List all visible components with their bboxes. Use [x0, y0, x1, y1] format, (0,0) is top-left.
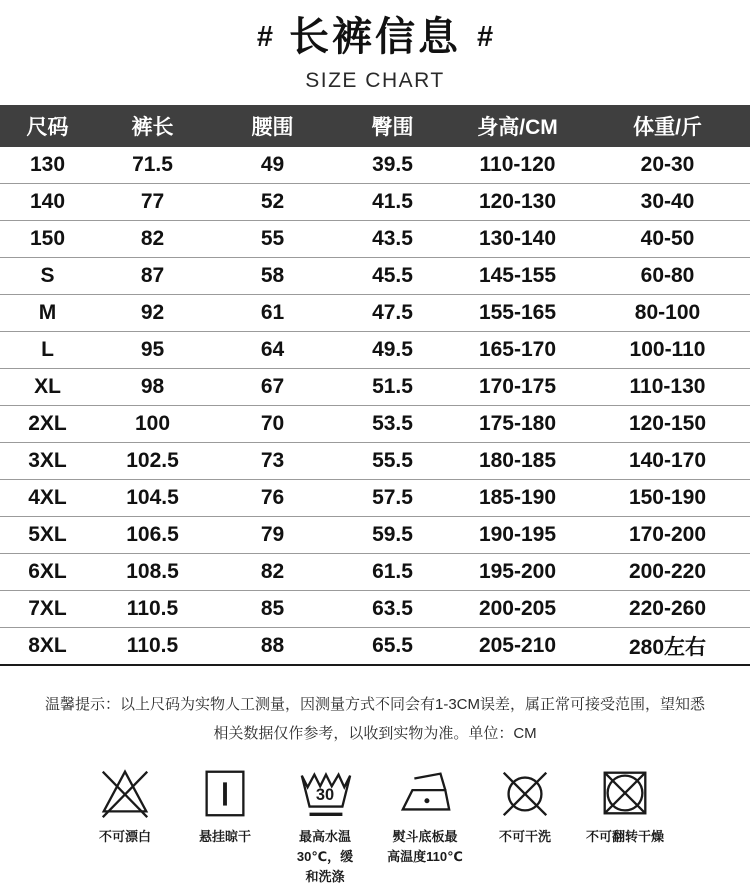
table-cell: 5XL	[0, 517, 95, 554]
table-cell: 85	[210, 591, 335, 628]
table-cell: 104.5	[95, 480, 210, 517]
table-cell: S	[0, 258, 95, 295]
table-cell: 39.5	[335, 147, 450, 184]
table-cell: 145-155	[450, 258, 585, 295]
care-label: 不可翻转干燥	[585, 829, 664, 844]
table-row	[0, 443, 750, 480]
care-label: 不可漂白	[98, 829, 151, 844]
table-cell: 110-120	[450, 147, 585, 184]
table-row	[0, 221, 750, 258]
svg-text:30: 30	[315, 785, 335, 804]
table-cell: 20-30	[585, 147, 750, 184]
table-cell: 140	[0, 184, 95, 221]
table-cell: 55.5	[335, 443, 450, 480]
table-row	[0, 480, 750, 517]
table-cell: 77	[95, 184, 210, 221]
column-header: 裤长	[95, 105, 210, 147]
table-cell: 61	[210, 295, 335, 332]
table-cell: 185-190	[450, 480, 585, 517]
table-cell: 82	[210, 554, 335, 591]
table-cell: 43.5	[335, 221, 450, 258]
table-cell: 45.5	[335, 258, 450, 295]
column-header: 身高/CM	[450, 105, 585, 147]
care-label: 悬挂晾干	[198, 829, 251, 844]
table-cell: 67	[210, 369, 335, 406]
table-row	[0, 332, 750, 369]
table-cell: 130-140	[450, 221, 585, 258]
table-cell: 49.5	[335, 332, 450, 369]
table-cell: 106.5	[95, 517, 210, 554]
table-cell: 57.5	[335, 480, 450, 517]
do-not-tumble-dry-icon	[575, 764, 675, 822]
table-cell: 55	[210, 221, 335, 258]
table-cell: 102.5	[95, 443, 210, 480]
table-cell: 3XL	[0, 443, 95, 480]
table-cell: 40-50	[585, 221, 750, 258]
table-cell: 180-185	[450, 443, 585, 480]
table-cell: 155-165	[450, 295, 585, 332]
column-header: 尺码	[0, 105, 95, 147]
care-item-do-not-tumble-dry	[575, 764, 675, 887]
table-cell: 200-205	[450, 591, 585, 628]
column-header: 腰围	[210, 105, 335, 147]
care-label: 不可干洗	[498, 829, 551, 844]
table-cell: 108.5	[95, 554, 210, 591]
care-label: 熨斗底板最 高温度110℃	[387, 829, 463, 864]
table-cell: 4XL	[0, 480, 95, 517]
table-cell: XL	[0, 369, 95, 406]
table-cell: 63.5	[335, 591, 450, 628]
table-cell: 80-100	[585, 295, 750, 332]
note-line-2: 相关数据仅作参考，以收到实物为准。单位：CM	[213, 725, 537, 742]
table-cell: 110.5	[95, 628, 210, 666]
table-cell: 79	[210, 517, 335, 554]
title-block	[0, 0, 750, 93]
table-cell: 92	[95, 295, 210, 332]
table-row	[0, 258, 750, 295]
table-row	[0, 517, 750, 554]
care-item-hang-dry	[175, 764, 275, 887]
table-cell: 95	[95, 332, 210, 369]
table-cell: 110-130	[585, 369, 750, 406]
table-row	[0, 295, 750, 332]
table-cell: 59.5	[335, 517, 450, 554]
table-cell: 71.5	[95, 147, 210, 184]
table-cell: 76	[210, 480, 335, 517]
table-cell: 120-150	[585, 406, 750, 443]
table-row	[0, 406, 750, 443]
table-cell: 130	[0, 147, 95, 184]
table-cell: 205-210	[450, 628, 585, 666]
table-cell: 100	[95, 406, 210, 443]
table-cell: 58	[210, 258, 335, 295]
do-not-bleach-icon	[75, 764, 175, 822]
table-cell: 190-195	[450, 517, 585, 554]
table-cell: 8XL	[0, 628, 95, 666]
table-cell: 30-40	[585, 184, 750, 221]
table-row	[0, 147, 750, 184]
table-cell: 150	[0, 221, 95, 258]
table-cell: 100-110	[585, 332, 750, 369]
table-cell: 98	[95, 369, 210, 406]
table-cell: 220-260	[585, 591, 750, 628]
wash-max-30-icon	[275, 764, 375, 822]
table-body	[0, 147, 750, 665]
table-cell: 170-200	[585, 517, 750, 554]
table-cell: 170-175	[450, 369, 585, 406]
table-row	[0, 369, 750, 406]
table-cell: 49	[210, 147, 335, 184]
title-hash-right: #	[477, 21, 494, 53]
iron-max-110-icon	[375, 764, 475, 822]
care-label: 最高水温 30℃，缓 和洗涤	[296, 829, 354, 884]
column-header: 臀围	[335, 105, 450, 147]
note-block	[0, 690, 750, 748]
table-cell: 61.5	[335, 554, 450, 591]
care-item-do-not-bleach	[75, 764, 175, 887]
table-cell: 70	[210, 406, 335, 443]
table-cell: 88	[210, 628, 335, 666]
table-cell: 51.5	[335, 369, 450, 406]
table-cell: 200-220	[585, 554, 750, 591]
size-chart-table	[0, 105, 750, 666]
table-cell: 41.5	[335, 184, 450, 221]
do-not-dryclean-icon	[475, 764, 575, 822]
table-cell: L	[0, 332, 95, 369]
care-item-wash-max-30	[275, 764, 375, 887]
title-hash-left: #	[256, 21, 273, 53]
care-icons-row	[0, 764, 750, 887]
page-title	[0, 14, 750, 64]
table-cell: 6XL	[0, 554, 95, 591]
table-header-row	[0, 105, 750, 147]
table-row	[0, 591, 750, 628]
column-header: 体重/斤	[585, 105, 750, 147]
table-cell: 110.5	[95, 591, 210, 628]
table-cell: 64	[210, 332, 335, 369]
table-cell: 2XL	[0, 406, 95, 443]
hang-dry-icon	[175, 764, 275, 822]
table-row	[0, 184, 750, 221]
table-cell: 47.5	[335, 295, 450, 332]
table-cell: 82	[95, 221, 210, 258]
table-row	[0, 554, 750, 591]
table-cell: 52	[210, 184, 335, 221]
page-title-text: 长裤信息	[289, 15, 461, 59]
table-row	[0, 628, 750, 666]
table-cell: 150-190	[585, 480, 750, 517]
table-cell: 195-200	[450, 554, 585, 591]
table-cell: 60-80	[585, 258, 750, 295]
table-cell: 65.5	[335, 628, 450, 666]
note-line-1: 温馨提示：以上尺码为实物人工测量，因测量方式不同会有1-3CM误差，属正常可接受范围，望知悉	[44, 696, 705, 713]
care-item-iron-max-110	[375, 764, 475, 887]
table-cell: 175-180	[450, 406, 585, 443]
table-cell: M	[0, 295, 95, 332]
page-subtitle: SIZE CHART	[305, 69, 445, 92]
table-cell: 53.5	[335, 406, 450, 443]
care-item-do-not-dryclean	[475, 764, 575, 887]
table-cell: 87	[95, 258, 210, 295]
table-cell: 73	[210, 443, 335, 480]
table-cell: 165-170	[450, 332, 585, 369]
table-cell: 140-170	[585, 443, 750, 480]
table-cell: 120-130	[450, 184, 585, 221]
table-cell: 280左右	[585, 628, 750, 666]
table-cell: 7XL	[0, 591, 95, 628]
